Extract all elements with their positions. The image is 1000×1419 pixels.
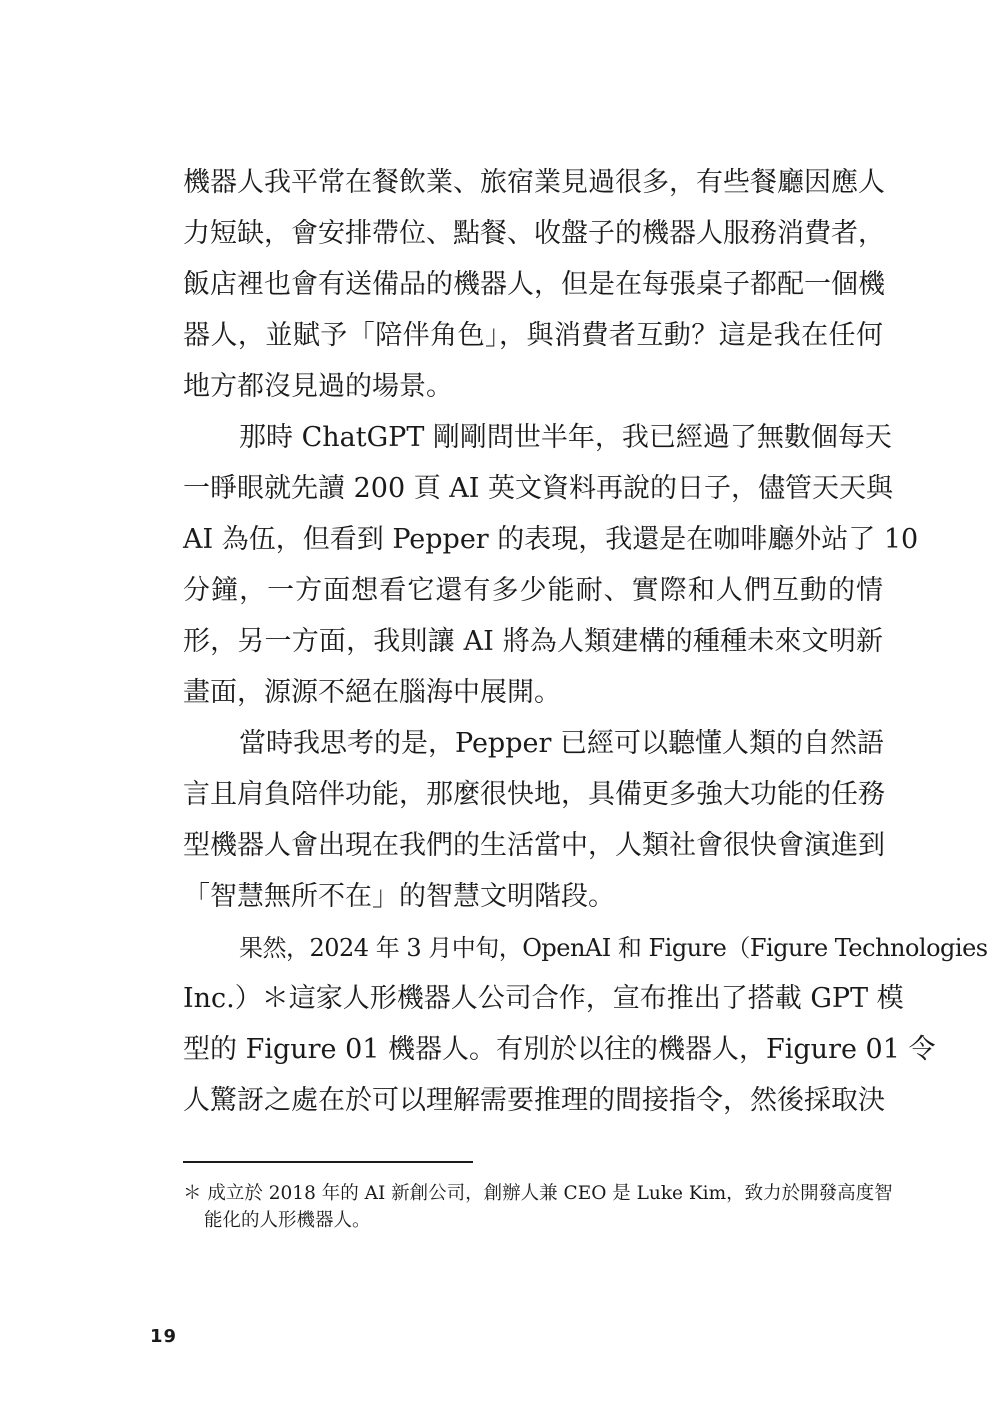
body-line: 力短缺，會安排帶位、點餐、收盤子的機器人服務消費者， [183, 218, 885, 249]
body-line: 型的 Figure 01 機器人。有別於以往的機器人，Figure 01 令 [183, 1034, 936, 1065]
body-line: 形，另一方面，我則讓 AI 將為人類建構的種種未來文明新 [183, 626, 883, 657]
body-line: 那時 ChatGPT 剛剛問世半年，我已經過了無數個每天 [239, 422, 892, 453]
body-line: 「智慧無所不在」的智慧文明階段。 [183, 881, 615, 912]
footnote-line: ＊ 成立於 2018 年的 AI 新創公司，創辦人兼 CEO 是 Luke Kim，致力於開發高度智 [183, 1183, 893, 1204]
body-line: Inc.）＊這家人形機器人公司合作，宣布推出了搭載 GPT 模 [183, 983, 904, 1014]
footnote-line: 能化的人形機器人。 [204, 1210, 371, 1231]
body-line: 器人，並賦予「陪伴角色」，與消費者互動？這是我在任何 [183, 320, 883, 351]
body-line: 分鐘，一方面想看它還有多少能耐、實際和人們互動的情 [183, 575, 883, 606]
body-line: 果然，2024 年 3 月中旬，OpenAI 和 Figure（Figure Technologies [239, 934, 988, 962]
body-line: AI 為伍，但看到 Pepper 的表現，我還是在咖啡廳外站了 10 [183, 524, 919, 555]
body-line: 機器人我平常在餐飲業、旅宿業見過很多，有些餐廳因應人 [183, 167, 885, 198]
footnote-divider [183, 1161, 473, 1163]
body-line: 型機器人會出現在我們的生活當中，人類社會很快會演進到 [183, 830, 885, 861]
body-line: 飯店裡也會有送備品的機器人，但是在每張桌子都配一個機 [183, 269, 885, 300]
body-line: 畫面，源源不絕在腦海中展開。 [183, 677, 561, 708]
body-line: 人驚訝之處在於可以理解需要推理的間接指令，然後採取決 [183, 1085, 885, 1116]
body-line: 一睜眼就先讀 200 頁 AI 英文資料再說的日子，儘管天天與 [183, 473, 894, 504]
body-line: 言且肩負陪伴功能，那麼很快地，具備更多強大功能的任務 [183, 779, 885, 810]
body-line: 地方都沒見過的場景。 [183, 371, 453, 402]
body-line: 當時我思考的是，Pepper 已經可以聽懂人類的自然語 [239, 728, 884, 759]
page-number: 19 [150, 1326, 178, 1347]
